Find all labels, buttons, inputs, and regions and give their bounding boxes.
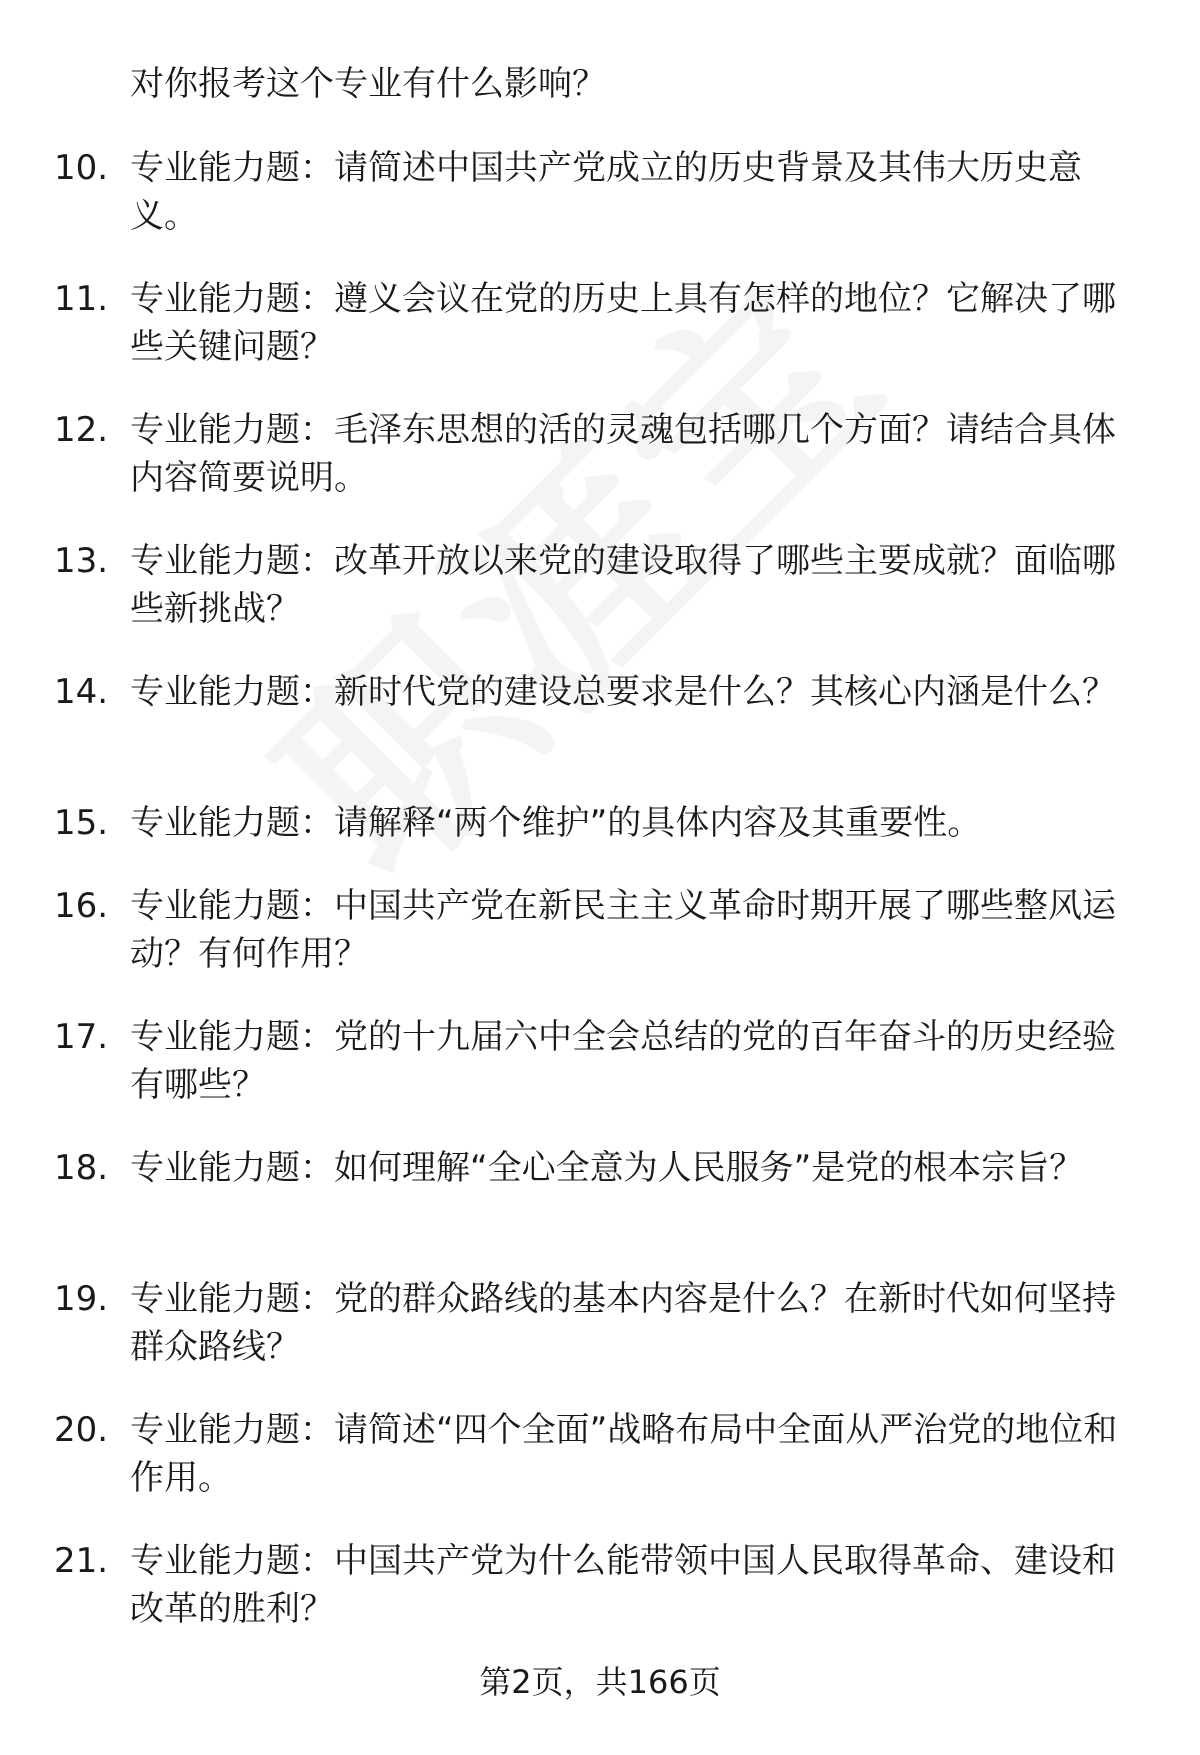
question-number: 20. — [54, 1410, 109, 1450]
question-number: 10. — [54, 148, 109, 188]
question-text: 专业能力题：改革开放以来党的建设取得了哪些主要成就？面临哪些新挑战？ — [130, 541, 1116, 629]
question-number: 21. — [54, 1541, 109, 1581]
question-text: 专业能力题：如何理解“全心全意为人民服务”是党的根本宗旨？ — [130, 1148, 1084, 1188]
question-text: 专业能力题：党的十九届六中全会总结的党的百年奋斗的历史经验有哪些？ — [130, 1017, 1116, 1105]
question-text: 专业能力题：中国共产党在新民主主义革命时期开展了哪些整风运动？有何作用？ — [130, 886, 1116, 974]
list-item — [0, 406, 1200, 537]
list-item — [0, 882, 1200, 1013]
question-number: 18. — [54, 1148, 109, 1188]
question-text: 专业能力题：请简述“四个全面”战略布局中全面从严治党的地位和作用。 — [130, 1410, 1118, 1498]
question-text: 专业能力题：请简述中国共产党成立的历史背景及其伟大历史意义。 — [130, 148, 1082, 236]
question-text: 专业能力题：党的群众路线的基本内容是什么？在新时代如何坚持群众路线？ — [130, 1279, 1116, 1367]
list-item — [0, 1275, 1200, 1406]
question-number: 16. — [54, 886, 109, 926]
list-item — [0, 668, 1200, 799]
list-item — [0, 144, 1200, 275]
question-number: 14. — [54, 672, 109, 712]
list-item — [0, 1406, 1200, 1537]
question-text: 专业能力题：毛泽东思想的活的灵魂包括哪几个方面？请结合具体内容简要说明。 — [130, 410, 1116, 498]
list-item — [0, 799, 1200, 882]
page-footer: 第2页，共166页 — [479, 1663, 721, 1701]
list-item — [0, 1013, 1200, 1144]
list-item — [0, 537, 1200, 668]
question-number: 17. — [54, 1017, 109, 1057]
continued-question-text: 对你报考这个专业有什么影响？ — [130, 64, 606, 104]
question-text: 专业能力题：请解释“两个维护”的具体内容及其重要性。 — [130, 803, 982, 843]
question-number: 19. — [54, 1279, 109, 1319]
question-text: 专业能力题：中国共产党为什么能带领中国人民取得革命、建设和改革的胜利？ — [130, 1541, 1116, 1629]
question-number: 12. — [54, 410, 109, 450]
question-text: 专业能力题：遵义会议在党的历史上具有怎样的地位？它解决了哪些关键问题？ — [130, 279, 1116, 367]
question-number: 13. — [54, 541, 109, 581]
list-item — [0, 1144, 1200, 1275]
question-number: 11. — [54, 279, 109, 319]
list-item — [0, 275, 1200, 406]
question-number: 15. — [54, 803, 109, 843]
list-item — [0, 1537, 1200, 1668]
question-list — [0, 144, 1200, 1668]
question-text: 专业能力题：新时代党的建设总要求是什么？其核心内涵是什么？ — [130, 672, 1116, 712]
